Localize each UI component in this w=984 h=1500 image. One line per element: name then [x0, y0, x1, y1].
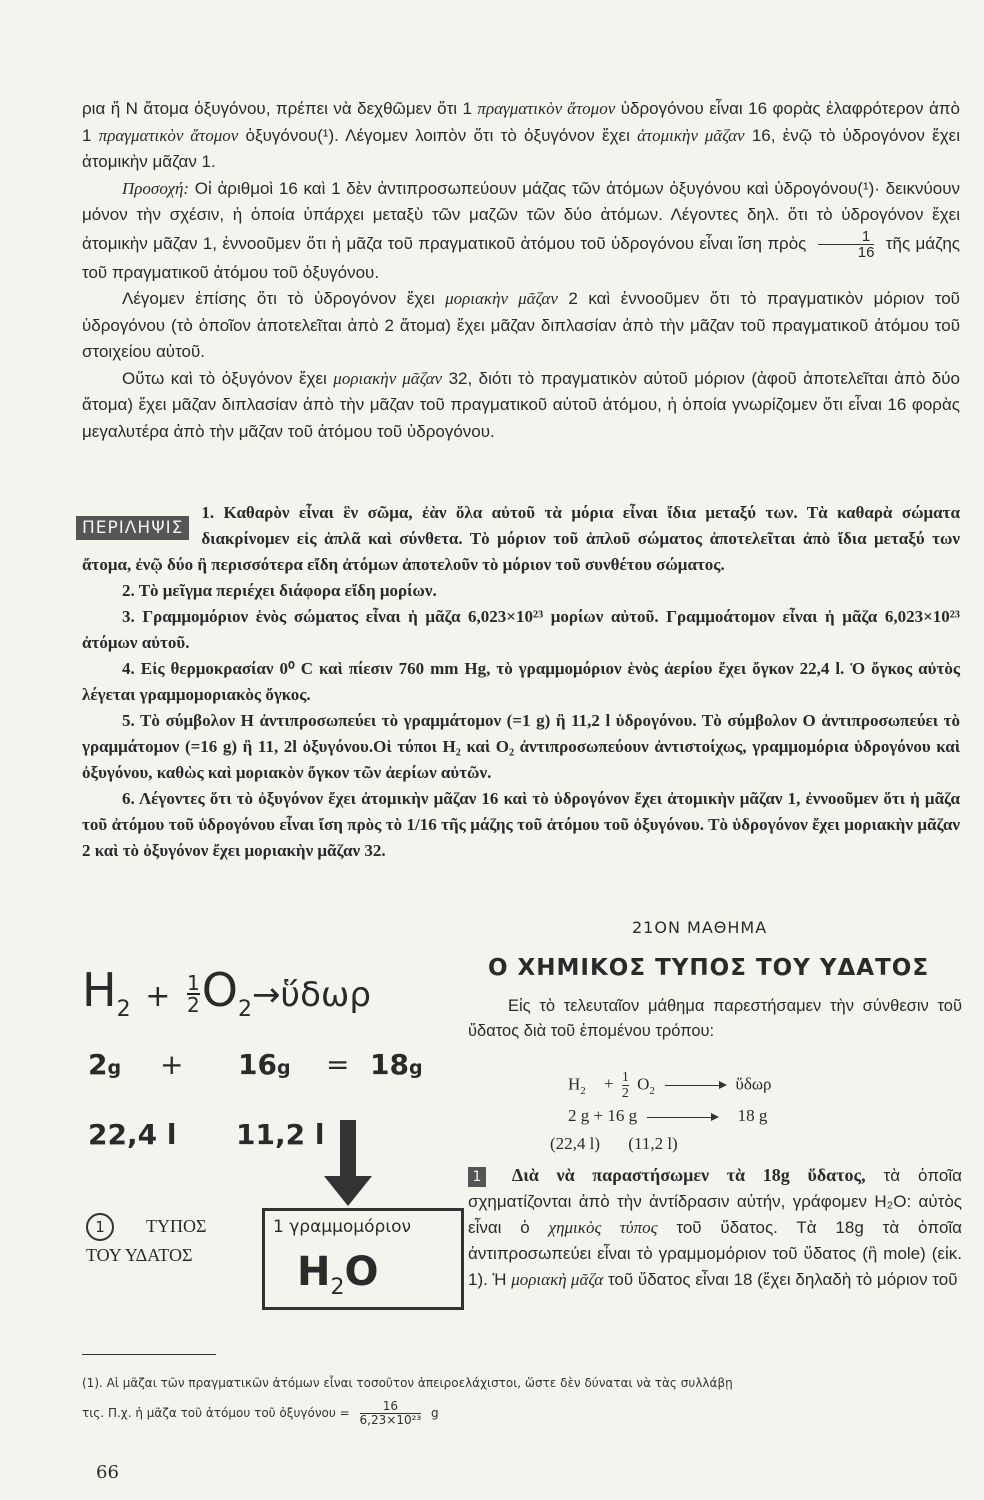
figure-caption: 1 ΤΥΠΟΣ ΤΟΥ ΥΔΑΤΟΣ	[86, 1212, 256, 1269]
paragraph-attention: Προσοχή: Οἱ ἀριθμοὶ 16 καὶ 1 δὲν ἀντιπροσωπεύουν μάζας τῶν ἀτόμων ὀξυγόνου καὶ ὑδρογόνου(¹)· δεικνύουν μόνον τὴν σχέσιν, ἡ ὁποία ὑπάρχει μεταξὺ τῶν μαζῶν τῶν δύο ἀτόμων. Λέγοντες δηλ. ὅτι τὸ ὑδρογόνον ἔχει ἀτομικὴν μᾶζαν 1, ἐννοοῦμεν ὅτι ἡ μᾶζα τοῦ πραγματικοῦ ἀτόμου τοῦ ὑδρογόνου εἶναι ἴση πρὸς $\frac{1}{16}$ τῆς μάζης τοῦ πραγματικοῦ ἀτόμου τοῦ ὀξυγόνου.	[82, 178, 960, 282]
down-arrow-icon	[340, 1120, 356, 1180]
mole-box: 1 γραμμομόριον $H_2O$	[262, 1208, 464, 1310]
reaction-masses: 2 g + 16 g 18 g	[568, 1106, 768, 1125]
reaction-volumes: (22,4 l) (11,2 l)	[550, 1134, 678, 1153]
summary-tag: ΠΕΡΙΛΗΨΙΣ	[76, 516, 189, 540]
summary-item: 1. Καθαρὸν εἶναι ἓν σῶμα, ἐὰν ὅλα αὐτοῦ τὰ μόρια εἶναι ἴδια μεταξύ των. Τὰ καθαρὰ σώματα διακρίνομεν εἰς ἁπλᾶ καὶ σύνθετα. Τὸ μόριον τοῦ ἁπλοῦ σώματος ἀποτελεῖται ἀπὸ ἴδια μεταξύ των ἄτομα, ἐνῷ δύο ἢ περισσότερα εἴδη ἀτόμων ἀποτελοῦν τὸ μόριον τοῦ συνθέτου σώματος.	[82, 503, 960, 574]
footnote-line: τις. Π.χ. ἡ μᾶζα τοῦ ἀτόμου τοῦ ὀξυγόνου = $\frac{16}{\text{6,23×10²³}}$ g	[82, 1399, 439, 1427]
summary-section	[82, 500, 960, 864]
reaction-equation: $H_2$ + $\frac{1}{2}$ $O_2$ ὕδωρ	[568, 1070, 772, 1101]
arrow-head-icon	[324, 1176, 372, 1206]
book-page: ρια ἤ Ν ἄτομα ὀξυγόνου, πρέπει νὰ δεχθῶμεν ὅτι 1 πραγματικὸν ἄτομον ὑδρογόνου εἶναι 16 φορὰς ἐλαφρότερον ἀπὸ 1 πραγματικὸν ἄτομον ὀξυγόνου(¹). Λέγομεν λοιπὸν ὅτι τὸ ὀξυγόνον ἔχει ἀτομικὴν μᾶζαν 16, ἐνῷ τὸ ὑδρογόνον ἔχει ἀτομικὴν μᾶζαν 1. Προσοχή: Οἱ ἀριθμοὶ 16 καὶ 1 δὲν ἀντιπροσωπεύουν μάζας τῶν ἀτόμων ὀξυγόνου καὶ ὑδρογόνου(¹)· δεικνύουν μόνον τὴν σχέσιν, ἡ ὁποία ὑπάρχει μεταξὺ τῶν μαζῶν τῶν δύο ἀτόμων. Λέγοντες δηλ. ὅτι τὸ ὑδρογόνον ἔχει ἀτομικὴν μᾶζαν 1, ἐννοοῦμεν ὅτι ἡ μᾶζα τοῦ πραγματικοῦ ἀτόμου τοῦ ὑδρογόνου εἶναι ἴση πρὸς $\frac{1}{16}$ τῆς μάζης τοῦ πραγματικοῦ ἀτόμου τοῦ ὀξυγόνου. Λέγομεν ἐπίσης ὅτι τὸ ὑδρογόνον ἔχει μοριακὴν μᾶζαν 2 καὶ ἐννοοῦμεν ὅτι τὸ πραγματικὸν μόριον τοῦ ὑδρογόνου (τὸ ὁποῖον ἀποτελεῖται ἀπὸ 2 ἄτομα) ἔχει μᾶζαν διπλασίαν ἀπὸ τὴν μᾶζαν τοῦ πραγματικοῦ ἀτόμου τοῦ στοιχείου αὐτοῦ. Οὕτω καὶ τὸ ὀξυγόνον ἔχει μοριακὴν μᾶζαν 32, διότι τὸ πραγματικὸν αὐτοῦ μόριον (ἀφοῦ ἀποτελεῖται ἀπὸ δύο ἄτομα) ἔχει μᾶζαν διπλασίαν ἀπὸ τὴν μᾶζαν τοῦ πραγματικοῦ αὐτοῦ ἀτόμου, ἡ ὁποία γνωρίζομεν ὅτι εἶναι 16 φορὰς μεγαλυτέρα ἀπὸ τὴν μᾶζαν τοῦ ἀτόμου τοῦ ὑδρογόνου. ΠΕΡΙΛΗΨΙΣ 1. Καθαρὸν εἶναι ἓν σῶμα, ἐὰν ὅλα αὐτοῦ τὰ μόρια εἶναι ἴδια μεταξύ των. Τὰ καθαρὰ σώματα διακρίνομεν εἰς ἁπλᾶ καὶ σύνθετα. Τὸ μόριον τοῦ ἁπλοῦ σώματος ἀποτελεῖται ἀπὸ ἴδια μεταξύ των ἄτομα, ἐνῷ δύο ἢ περισσότερα εἴδη ἀτόμων ἀποτελοῦν τὸ μόριον τοῦ συνθέτου σώματος. 2. Τὸ μεῖγμα περιέχει διάφορα εἴδη μορίων. 3. Γραμμομόριον ἑνὸς σώματος εἶναι ἡ μᾶζα 6,023×10²³ μορίων αὐτοῦ. Γραμμοάτομον εἶναι ἡ μᾶζα 6,023×10²³ ἀτόμων αὐτοῦ. 4. Εἰς θερμοκρασίαν 0⁰ C καὶ πίεσιν 760 mm Hg, τὸ γραμμομόριον ἑνὸς ἀερίου ἔχει ὄγκον 22,4 l. Ὁ ὄγκος αὐτὸς λέγεται γραμμομοριακὸς ὄγκος. 5. Τὸ σύμβολον Η ἀντιπροσωπεύει τὸ γραμμάτομον (=1 g) ἢ 11,2 l ὑδρογόνου. Τὸ σύμβολον Ο ἀντιπροσωπεύει τὸ γραμμάτομον (=16 g) ἢ 11, 2l ὀξυγόνου.Οἱ τύποι Η₂ καὶ Ο₂ ἀντιπροσωπεύουν ἀντιστοίχως, γραμμομόρια ὑδρογόνου καὶ ὀξυγόνου, καθὼς καὶ μοριακὸν ὄγκον τῶν ἀερίων αὐτῶν. 6. Λέγοντες ὅτι τὸ ὀξυγόνον ἔχει ἀτομικὴν μᾶζαν 16 καὶ τὸ ὑδρογόνον ἔχει ἀτομικὴν μᾶζαν 1, ἐννοοῦμεν ὅτι ἡ μᾶζα τοῦ ἀτόμου τοῦ ὑδρογόνου εἶναι ἴση πρὸς τὸ 1/16 τῆς μάζης τοῦ ἀτόμου τοῦ ὀξυγόνου. Τὸ ὑδρογόνον ἔχει μοριακὴν μᾶζαν 2 καὶ τὸ ὀξυγόνον ἔχει μοριακὴν μᾶζαν 32. 21ΟΝ ΜΑΘΗΜΑ Ο ΧΗΜΙΚΟΣ ΤΥΠΟΣ ΤΟΥ ΥΔΑΤΟΣ $H_2$ + $\frac{1}{2}$ $O_2\to ὕ\delta\omega\rho$ 2g + 16g = 18g 22,4 l 11,2 l 1 γραμμομόριον $H_2O$ 1 ΤΥΠΟΣ ΤΟΥ ΥΔΑΤΟΣ Εἰς τὸ τελευταῖον μάθημα παρεστήσαμεν τὴν σύνθεσιν τοῦ ὕδατος διὰ τοῦ ἑπομένου τρόπου: $H_2$ + $\frac{1}{2}$ $O_2$ ὕδωρ 2 g + 16 g 18 g (22,4 l) (11,2 l) 1 Διὰ νὰ παραστήσωμεν τὰ 18g ὕδατος, τὰ ὁποῖα σχηματίζονται ἀπὸ τὴν ἀντίδρασιν αὐτήν, γράφομεν H₂O: αὐτὸς εἶναι ὁ χημικὸς τύπος τοῦ ὕδατος. Τὰ 18g τὰ ὁποῖα ἀντιπροσωπεύει εἶναι τὸ γραμμομόριον τοῦ ὕδατος (ἢ mole) (εἰκ. 1). Ἡ μοριακὴ μᾶζα τοῦ ὕδατος εἶναι 18 (ἔχει δηλαδὴ τὸ μόριον τοῦ (1). Αἱ μᾶζαι τῶν πραγματικῶν ἀτόμων εἶναι τοσοῦτον ἀπειροελάχιστοι, ὥστε δὲν δύναται νὰ τὰς συλλάβῃ τις. Π.χ. ἡ μᾶζα τοῦ ἀτόμου τοῦ ὀξυγόνου = $\frac{16}{\text{6,23×10²³}}$ g 66	[0, 0, 984, 1500]
summary-item: 2. Τὸ μεῖγμα περιέχει διάφορα εἴδη μορίων.	[122, 581, 437, 600]
right-intro: Εἰς τὸ τελευταῖον μάθημα παρεστήσαμεν τὴν σύνθεσιν τοῦ ὕδατος διὰ τοῦ ἑπομένου τρόπου:	[468, 997, 962, 1040]
summary-item: 5. Τὸ σύμβολον Η ἀντιπροσωπεύει τὸ γραμμάτομον (=1 g) ἢ 11,2 l ὑδρογόνου. Τὸ σύμβολον Ο ἀντιπροσωπεύει τὸ γραμμάτομον (=16 g) ἢ 11, 2l ὀξυγόνου.Οἱ τύποι Η₂ καὶ Ο₂ ἀντιπροσωπεύουν ἀντιστοίχως, γραμμομόρια ὑδρογόνου καὶ ὀξυγόνου, καθὼς καὶ μοριακὸν ὄγκον τῶν ἀερίων αὐτῶν.	[82, 711, 960, 782]
right-paragraph: 1 Διὰ νὰ παραστήσωμεν τὰ 18g ὕδατος, τὰ ὁποῖα σχηματίζονται ἀπὸ τὴν ἀντίδρασιν αὐτήν, γράφομεν H₂O: αὐτὸς εἶναι ὁ χημικὸς τύπος τοῦ ὕδατος. Τὰ 18g τὰ ὁποῖα ἀντιπροσωπεύει εἶναι τὸ γραμμομόριον τοῦ ὕδατος (ἢ mole) (εἰκ. 1). Ἡ μοριακὴ μᾶζα τοῦ ὕδατος εἶναι 18 (ἔχει δηλαδὴ τὸ μόριον τοῦ	[468, 1165, 963, 1289]
reaction-arrow-icon	[665, 1085, 725, 1086]
paragraph: ρια ἤ Ν ἄτομα ὀξυγόνου, πρέπει νὰ δεχθῶμεν ὅτι 1 πραγματικὸν ἄτομον ὑδρογόνου εἶναι 16 φορὰς ἐλαφρότερον ἀπὸ 1 πραγματικὸν ἄτομον ὀξυγόνου(¹). Λέγομεν λοιπὸν ὅτι τὸ ὀξυγόνον ἔχει ἀτομικὴν μᾶζαν 16, ἐνῷ τὸ ὑδρογόνον ἔχει ἀτομικὴν μᾶζαν 1.	[82, 99, 961, 171]
intro-text	[82, 96, 960, 445]
summary-item: 3. Γραμμομόριον ἑνὸς σώματος εἶναι ἡ μᾶζα 6,023×10²³ μορίων αὐτοῦ. Γραμμοάτομον εἶναι ἡ μᾶζα 6,023×10²³ ἀτόμων αὐτοῦ.	[82, 607, 960, 652]
footnote-line: (1). Αἱ μᾶζαι τῶν πραγματικῶν ἀτόμων εἶναι τοσοῦτον ἀπειροελάχιστοι, ὥστε δὲν δύναται νὰ τὰς συλλάβῃ	[82, 1376, 733, 1390]
page-number: 66	[96, 1462, 119, 1483]
paragraph: Λέγομεν ἐπίσης ὅτι τὸ ὑδρογόνον ἔχει μοριακὴν μᾶζαν 2 καὶ ἐννοοῦμεν ὅτι τὸ πραγματικὸν μόριον τοῦ ὑδρογόνου (τὸ ὁποῖον ἀποτελεῖται ἀπὸ 2 ἄτομα) ἔχει μᾶζαν διπλασίαν ἀπὸ τὴν μᾶζαν τοῦ πραγματικοῦ ἀτόμου τοῦ στοιχείου αὐτοῦ.	[82, 289, 960, 361]
lesson-title: Ο ΧΗΜΙΚΟΣ ΤΥΠΟΣ ΤΟΥ ΥΔΑΤΟΣ	[488, 955, 930, 981]
figure-number-icon: 1	[86, 1213, 114, 1241]
reaction-arrow-icon	[647, 1117, 717, 1118]
big-equation: $H_2$ + $\frac{1}{2}$ $O_2\to ὕ\delta\omega\rho$	[82, 963, 371, 1023]
fraction-1-16: $\frac{1}{16}$	[818, 229, 875, 260]
lesson-number: 21ΟΝ ΜΑΘΗΜΑ	[632, 918, 768, 937]
summary-item: 6. Λέγοντες ὅτι τὸ ὀξυγόνον ἔχει ἀτομικὴν μᾶζαν 16 καὶ τὸ ὑδρογόνον ἔχει ἀτομικὴν μᾶζαν 1, ἐννοοῦμεν ὅτι ἡ μᾶζα τοῦ ἀτόμου τοῦ ὑδρογόνου εἶναι ἴση πρὸς τὸ 1/16 τῆς μάζης τοῦ ἀτόμου τοῦ ὀξυγόνου. Τὸ ὑδρογόνον ἔχει μοριακὴν μᾶζαν 2 καὶ τὸ ὀξυγόνον ἔχει μοριακὴν μᾶζαν 32.	[82, 789, 960, 860]
summary-item: 4. Εἰς θερμοκρασίαν 0⁰ C καὶ πίεσιν 760 mm Hg, τὸ γραμμομόριον ἑνὸς ἀερίου ἔχει ὄγκον 22,4 l. Ὁ ὄγκος αὐτὸς λέγεται γραμμομοριακὸς ὄγκος.	[82, 659, 960, 704]
paragraph: Οὕτω καὶ τὸ ὀξυγόνον ἔχει μοριακὴν μᾶζαν 32, διότι τὸ πραγματικὸν αὐτοῦ μόριον (ἀφοῦ ἀποτελεῖται ἀπὸ δύο ἄτομα) ἔχει μᾶζαν διπλασίαν ἀπὸ τὴν μᾶζαν τοῦ πραγματικοῦ αὐτοῦ ἀτόμου, ἡ ὁποία γνωρίζομεν ὅτι εἶναι 16 φορὰς μεγαλυτέρα ἀπὸ τὴν μᾶζαν τοῦ ἀτόμου τοῦ ὑδρογόνου.	[82, 368, 960, 441]
fraction-half: $\frac{1}{2}$	[186, 970, 200, 1017]
footnote-rule	[82, 1354, 216, 1355]
section-marker-icon: 1	[468, 1167, 486, 1187]
